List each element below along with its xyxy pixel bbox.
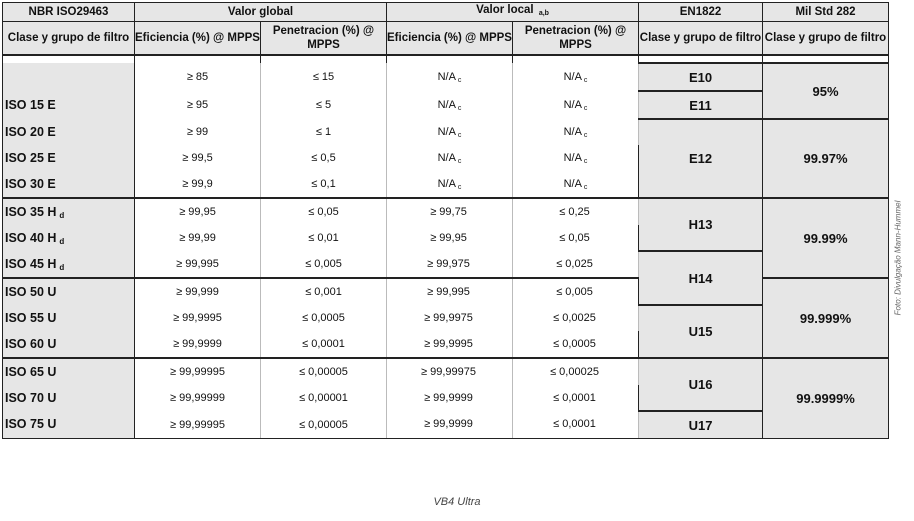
class-label: ISO 70 U	[5, 390, 57, 405]
local-penetracion-cell	[513, 119, 639, 145]
class-label: ISO 50 U	[5, 284, 57, 299]
global-eficiencia-cell: ≥ 85	[135, 63, 261, 91]
local-eficiencia-cell	[387, 385, 513, 411]
class-cell	[3, 145, 135, 171]
mil-std-class: 95%	[763, 63, 889, 119]
local-eficiencia-value: N/A	[437, 98, 456, 111]
local-penetracion-value: ≤ 0,00025	[550, 365, 599, 378]
local-penetracion-note: c	[583, 157, 588, 165]
class-cell	[3, 305, 135, 331]
local-eficiencia-value: ≥ 99,95	[430, 231, 467, 244]
global-penetracion-cell: ≤ 0,05	[261, 198, 387, 225]
global-penetracion-cell: ≤ 1	[261, 119, 387, 145]
global-penetracion-cell: ≤ 0,1	[261, 171, 387, 198]
filter-classification-table	[2, 2, 889, 439]
local-penetracion-cell	[513, 225, 639, 251]
table-row	[3, 305, 889, 331]
header-nbr: NBR ISO29463	[3, 3, 135, 22]
en1822-class: U15	[639, 305, 763, 358]
header-en-clase-grupo: Clase y grupo de filtro	[639, 22, 763, 56]
class-cell	[3, 171, 135, 198]
local-penetracion-note: c	[583, 131, 588, 139]
local-eficiencia-cell	[387, 358, 513, 385]
en1822-class: U16	[639, 358, 763, 411]
local-eficiencia-value: N/A	[437, 151, 456, 164]
local-eficiencia-value: ≥ 99,995	[427, 285, 470, 298]
mil-std-class: 99.99%	[763, 198, 889, 278]
local-penetracion-value: ≤ 0,005	[556, 285, 593, 298]
local-eficiencia-value: N/A	[437, 70, 456, 83]
local-penetracion-note: c	[583, 104, 588, 112]
local-penetracion-cell	[513, 331, 639, 358]
local-eficiencia-value: ≥ 99,75	[430, 205, 467, 218]
local-eficiencia-note: c	[457, 131, 462, 139]
local-penetracion-value: ≤ 0,25	[559, 205, 590, 218]
class-cell	[3, 251, 135, 278]
global-eficiencia-cell: ≥ 99,99995	[135, 411, 261, 439]
local-penetracion-cell	[513, 145, 639, 171]
class-label: ISO 15 E	[5, 97, 56, 112]
global-penetracion-cell: ≤ 0,5	[261, 145, 387, 171]
global-penetracion-cell: ≤ 0,001	[261, 278, 387, 305]
mil-std-class: 99.97%	[763, 119, 889, 198]
global-penetracion-cell: ≤ 0,0001	[261, 331, 387, 358]
global-penetracion-cell: ≤ 0,005	[261, 251, 387, 278]
table-row	[3, 411, 889, 439]
table-row	[3, 251, 889, 278]
local-penetracion-value: ≤ 0,0001	[553, 391, 596, 404]
class-label: ISO 25 E	[5, 150, 56, 165]
local-eficiencia-cell	[387, 305, 513, 331]
en1822-class: U17	[639, 411, 763, 439]
local-penetracion-cell	[513, 385, 639, 411]
global-penetracion-cell: ≤ 15	[261, 63, 387, 91]
global-penetracion-cell: ≤ 0,00005	[261, 358, 387, 385]
valor-local-note: a,b	[538, 10, 549, 17]
class-label: ISO 35 H	[5, 204, 57, 219]
class-cell	[3, 385, 135, 411]
local-eficiencia-cell	[387, 91, 513, 119]
local-eficiencia-cell	[387, 119, 513, 145]
local-penetracion-value: N/A	[563, 70, 582, 83]
class-note: d	[59, 262, 65, 272]
en1822-class: H14	[639, 251, 763, 305]
header-en1822: EN1822	[639, 3, 763, 22]
en1822-class: E10	[639, 63, 763, 91]
class-cell	[3, 331, 135, 358]
header-global-penetracion: Penetracion (%) @ MPPS	[261, 22, 387, 56]
mil-std-class: 99.999%	[763, 278, 889, 358]
local-penetracion-value: N/A	[563, 177, 582, 190]
global-eficiencia-cell: ≥ 99,99995	[135, 358, 261, 385]
local-eficiencia-value: ≥ 99,9999	[424, 391, 473, 404]
global-eficiencia-cell: ≥ 99,99	[135, 225, 261, 251]
global-eficiencia-cell: ≥ 99,99999	[135, 385, 261, 411]
global-eficiencia-cell: ≥ 99,9999	[135, 331, 261, 358]
class-cell	[3, 411, 135, 439]
en1822-class: H13	[639, 198, 763, 251]
header-valor-global: Valor global	[135, 3, 387, 22]
class-label: ISO 45 H	[5, 256, 57, 271]
local-eficiencia-value: ≥ 99,975	[427, 257, 470, 270]
local-eficiencia-cell	[387, 198, 513, 225]
local-penetracion-value: ≤ 0,05	[559, 231, 590, 244]
table-body	[3, 55, 889, 439]
class-note: d	[59, 236, 65, 246]
local-eficiencia-cell	[387, 251, 513, 278]
class-cell	[3, 63, 135, 91]
local-eficiencia-cell	[387, 331, 513, 358]
valor-local-label: Valor local	[476, 4, 534, 16]
local-eficiencia-cell	[387, 145, 513, 171]
header-local-eficiencia: Eficiencia (%) @ MPPS	[387, 22, 513, 56]
local-penetracion-cell	[513, 278, 639, 305]
header-mil-std: Mil Std 282	[763, 3, 889, 22]
local-eficiencia-value: ≥ 99,9999	[424, 418, 473, 430]
class-label: ISO 30 E	[5, 176, 56, 191]
local-penetracion-note: c	[583, 183, 588, 191]
global-penetracion-cell: ≤ 0,00001	[261, 385, 387, 411]
local-eficiencia-note: c	[457, 76, 462, 84]
class-cell	[3, 358, 135, 385]
local-eficiencia-note: c	[457, 183, 462, 191]
local-penetracion-cell	[513, 171, 639, 198]
header-local-penetracion: Penetracion (%) @ MPPS	[513, 22, 639, 56]
global-penetracion-cell: ≤ 5	[261, 91, 387, 119]
local-penetracion-cell	[513, 411, 639, 439]
local-eficiencia-cell	[387, 278, 513, 305]
local-eficiencia-note: c	[457, 157, 462, 165]
global-eficiencia-cell: ≥ 95	[135, 91, 261, 119]
local-eficiencia-value: N/A	[437, 177, 456, 190]
class-cell	[3, 119, 135, 145]
local-penetracion-value: N/A	[563, 98, 582, 111]
table-row	[3, 119, 889, 145]
local-eficiencia-value: N/A	[437, 125, 456, 138]
local-penetracion-value: N/A	[563, 125, 582, 138]
global-eficiencia-cell: ≥ 99	[135, 119, 261, 145]
local-penetracion-cell	[513, 63, 639, 91]
header-valor-local	[387, 3, 639, 22]
global-eficiencia-cell: ≥ 99,995	[135, 251, 261, 278]
en1822-class: E11	[639, 91, 763, 119]
local-penetracion-value: ≤ 0,0001	[553, 418, 596, 430]
global-eficiencia-cell: ≥ 99,9995	[135, 305, 261, 331]
global-eficiencia-cell: ≥ 99,95	[135, 198, 261, 225]
header-mil-clase-grupo: Clase y grupo de filtro	[763, 22, 889, 56]
local-penetracion-cell	[513, 358, 639, 385]
local-penetracion-cell	[513, 91, 639, 119]
local-penetracion-note: c	[583, 76, 588, 84]
header-clase-grupo: Clase y grupo de filtro	[3, 22, 135, 56]
global-penetracion-cell: ≤ 0,01	[261, 225, 387, 251]
local-penetracion-value: ≤ 0,025	[556, 257, 593, 270]
class-label: ISO 65 U	[5, 364, 57, 379]
class-label: ISO 55 U	[5, 310, 57, 325]
class-cell	[3, 278, 135, 305]
table-row	[3, 358, 889, 385]
class-cell	[3, 91, 135, 119]
local-penetracion-value: ≤ 0,0025	[553, 311, 596, 324]
local-eficiencia-value: ≥ 99,9975	[424, 311, 473, 324]
global-eficiencia-cell: ≥ 99,9	[135, 171, 261, 198]
class-label: ISO 75 U	[5, 417, 57, 431]
class-label: ISO 20 E	[5, 124, 56, 139]
local-penetracion-value: ≤ 0,0005	[553, 337, 596, 350]
class-note: d	[59, 210, 65, 220]
local-penetracion-value: N/A	[563, 151, 582, 164]
local-eficiencia-value: ≥ 99,9995	[424, 337, 473, 350]
class-cell	[3, 198, 135, 225]
header-global-eficiencia: Eficiencia (%) @ MPPS	[135, 22, 261, 56]
global-penetracion-cell: ≤ 0,0005	[261, 305, 387, 331]
class-label: ISO 40 H	[5, 230, 57, 245]
local-penetracion-cell	[513, 198, 639, 225]
local-eficiencia-cell	[387, 225, 513, 251]
mil-std-class: 99.9999%	[763, 358, 889, 439]
global-penetracion-cell: ≤ 0,00005	[261, 411, 387, 439]
image-caption: VB4 Ultra	[433, 496, 481, 508]
local-eficiencia-cell	[387, 411, 513, 439]
local-eficiencia-cell	[387, 63, 513, 91]
table-row	[3, 91, 889, 119]
table-row	[3, 198, 889, 225]
en1822-class: E12	[639, 119, 763, 198]
local-penetracion-cell	[513, 305, 639, 331]
local-eficiencia-note: c	[457, 104, 462, 112]
local-eficiencia-value: ≥ 99,99975	[421, 365, 476, 378]
class-cell	[3, 225, 135, 251]
local-eficiencia-cell	[387, 171, 513, 198]
global-eficiencia-cell: ≥ 99,5	[135, 145, 261, 171]
global-eficiencia-cell: ≥ 99,999	[135, 278, 261, 305]
table-row	[3, 63, 889, 91]
local-penetracion-cell	[513, 251, 639, 278]
class-label: ISO 60 U	[5, 336, 57, 351]
